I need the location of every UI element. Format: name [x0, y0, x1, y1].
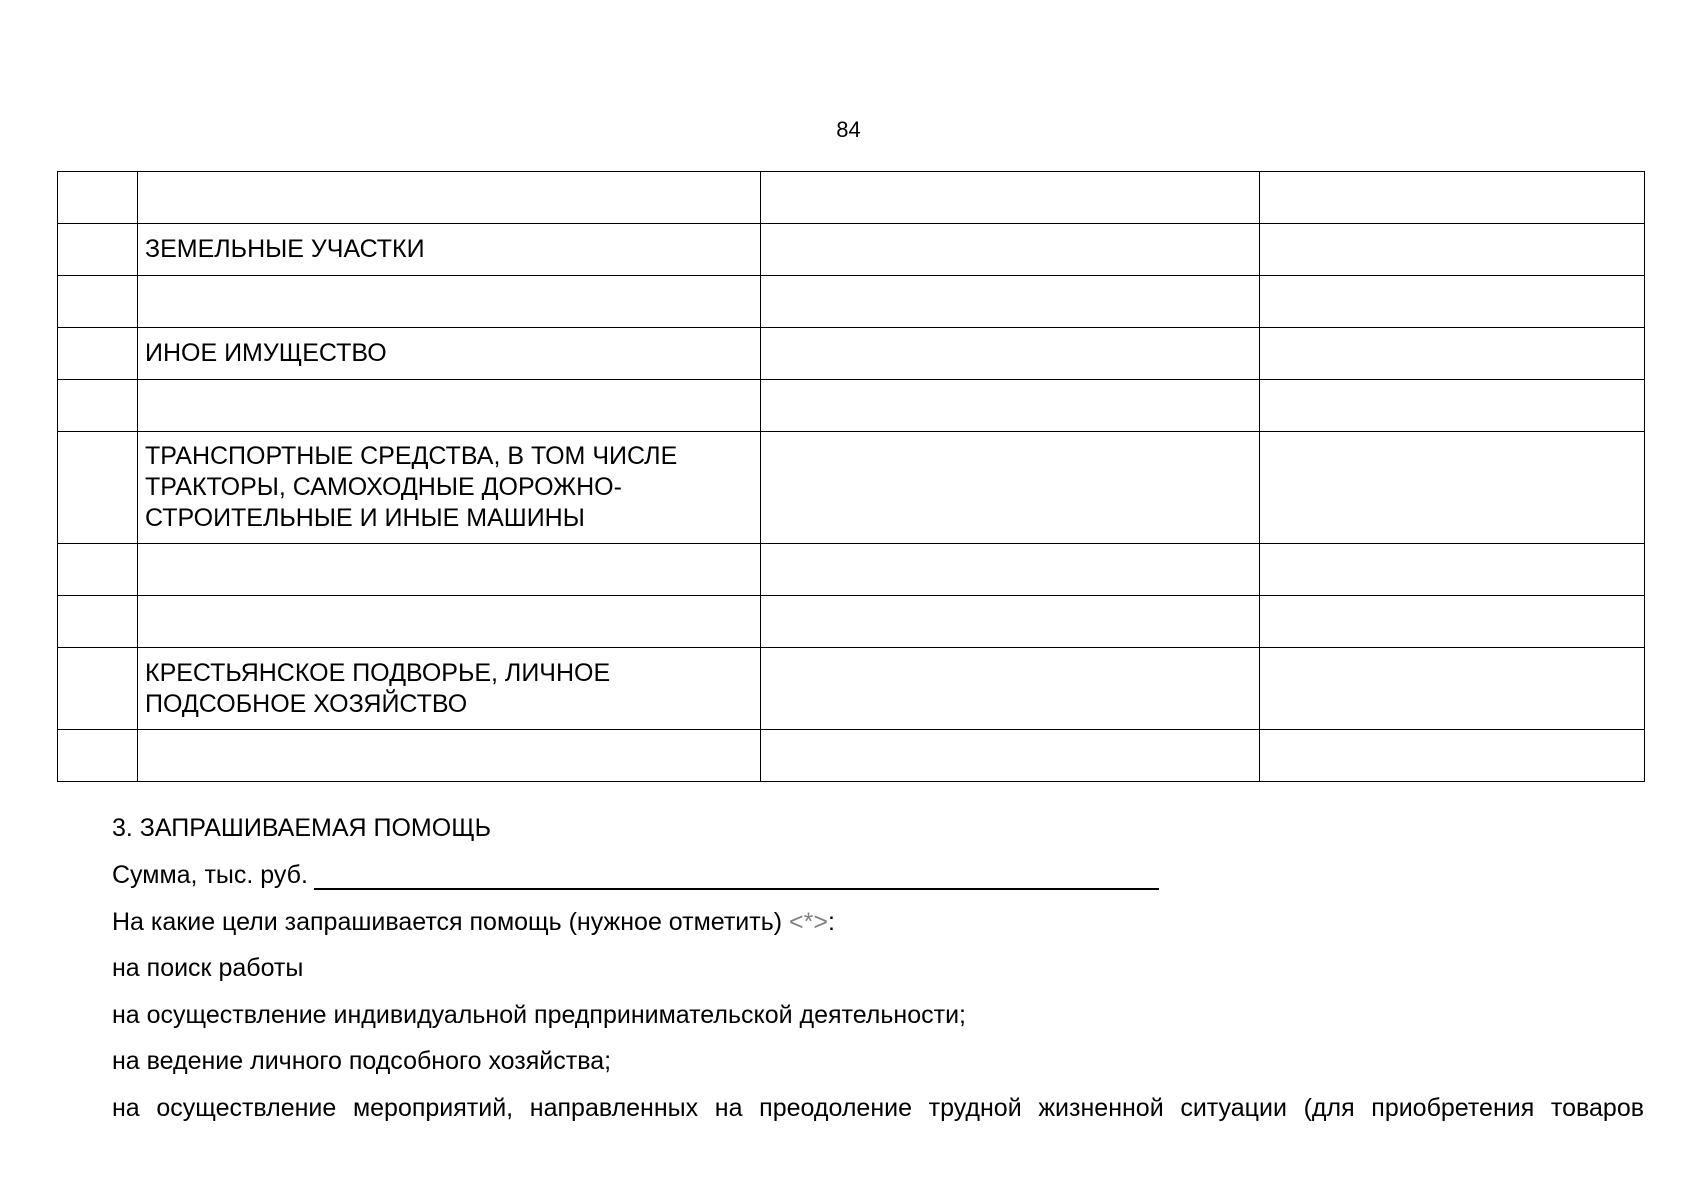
- table-cell: [761, 544, 1260, 596]
- table-cell-number: [58, 432, 138, 544]
- table-row: [58, 172, 1645, 224]
- table-cell: [1260, 432, 1645, 544]
- table-cell: [1260, 276, 1645, 328]
- table-cell-number: [58, 328, 138, 380]
- table-row: [58, 224, 1645, 276]
- table-cell: [1260, 328, 1645, 380]
- table-row: [58, 730, 1645, 782]
- purpose-colon: :: [827, 908, 835, 936]
- table-row: [58, 432, 1645, 544]
- table-row: [58, 544, 1645, 596]
- table-cell-name: [138, 172, 761, 224]
- table-cell: [761, 172, 1260, 224]
- table-cell: [761, 224, 1260, 276]
- table-cell-name: [138, 730, 761, 782]
- table-row: [58, 328, 1645, 380]
- table-row: [58, 276, 1645, 328]
- table-row: [58, 380, 1645, 432]
- table-cell: [761, 596, 1260, 648]
- table-cell: [1260, 596, 1645, 648]
- table-cell: [1260, 380, 1645, 432]
- table-cell-name: КРЕСТЬЯНСКОЕ ПОДВОРЬЕ, ЛИЧНОЕ ПОДСОБНОЕ ХОЗЯЙСТВО: [138, 648, 761, 730]
- section-heading: 3. ЗАПРАШИВАЕМАЯ ПОМОЩЬ: [112, 814, 492, 842]
- table-cell: [761, 730, 1260, 782]
- table-cell-name: [138, 380, 761, 432]
- table-cell-number: [58, 380, 138, 432]
- table-cell: [1260, 730, 1645, 782]
- table-cell-number: [58, 648, 138, 730]
- page-number: 84: [836, 117, 861, 142]
- table-cell: [1260, 224, 1645, 276]
- table-cell: [761, 276, 1260, 328]
- amount-row: [112, 860, 1644, 890]
- amount-label: Сумма, тыс. руб.: [112, 861, 308, 889]
- table-cell-number: [58, 596, 138, 648]
- purpose-option: на поиск работы: [112, 954, 304, 982]
- table-cell-name: [138, 544, 761, 596]
- table-row: [58, 596, 1645, 648]
- table-cell: [1260, 544, 1645, 596]
- table-cell-number: [58, 544, 138, 596]
- purpose-option: на осуществление индивидуальной предпринимательской деятельности;: [112, 1001, 966, 1029]
- table-cell: [1260, 648, 1645, 730]
- purpose-question: [112, 907, 1644, 937]
- table-cell-name: [138, 596, 761, 648]
- table-cell-name: ИНОЕ ИМУЩЕСТВО: [138, 328, 761, 380]
- property-table: [57, 171, 1645, 782]
- table-cell-number: [58, 276, 138, 328]
- table-cell: [761, 380, 1260, 432]
- table-cell-name: ТРАНСПОРТНЫЕ СРЕДСТВА, В ТОМ ЧИСЛЕ ТРАКТОРЫ, САМОХОДНЫЕ ДОРОЖНО-СТРОИТЕЛЬНЫЕ И ИНЫЕ МАШИНЫ: [138, 432, 761, 544]
- table-cell-number: [58, 224, 138, 276]
- table-cell: [1260, 172, 1645, 224]
- table-row: [58, 648, 1645, 730]
- table-cell-name: [138, 276, 761, 328]
- table-cell-number: [58, 730, 138, 782]
- purpose-question-text: На какие цели запрашивается помощь (нужное отметить): [112, 908, 783, 936]
- table-cell-name: ЗЕМЕЛЬНЫЕ УЧАСТКИ: [138, 224, 761, 276]
- table-cell: [761, 328, 1260, 380]
- purpose-option: на ведение личного подсобного хозяйства;: [112, 1047, 612, 1075]
- footnote-link[interactable]: <*>: [789, 908, 828, 936]
- amount-input-line[interactable]: [314, 860, 1159, 890]
- table-cell: [761, 432, 1260, 544]
- table-cell-number: [58, 172, 138, 224]
- purpose-option: на осуществление мероприятий, направленных на преодоление трудной жизненной ситуации (для приобретения товаров: [112, 1094, 1644, 1122]
- table-cell: [761, 648, 1260, 730]
